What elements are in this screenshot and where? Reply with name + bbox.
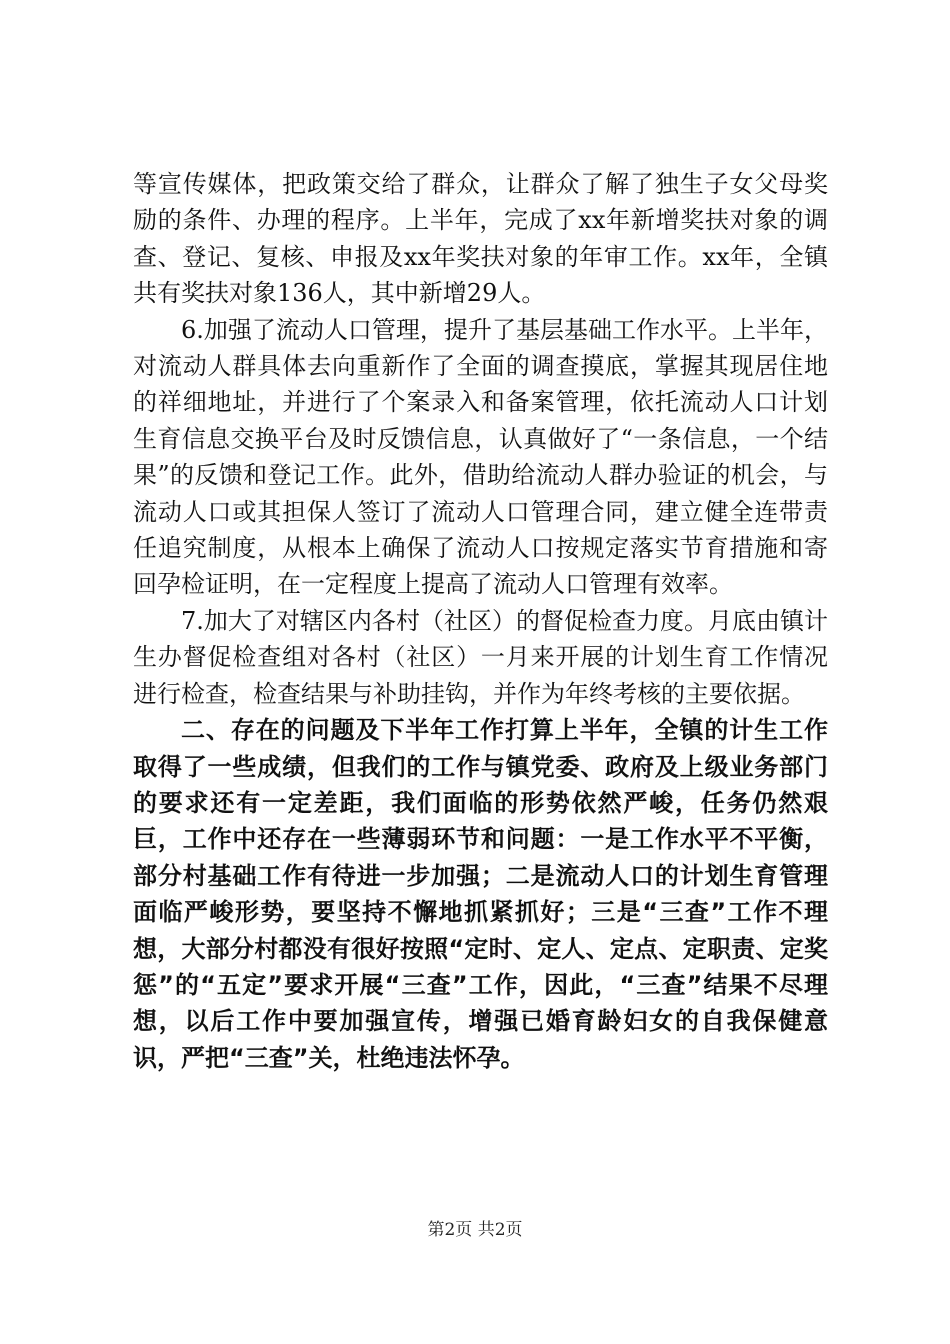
paragraph-continued: 等宣传媒体，把政策交给了群众，让群众了解了独生子女父母奖励的条件、办理的程序。上半年，完成了xx年新增奖扶对象的调查、登记、复核、申报及xx年奖扶对象的年审工作。xx年，全镇共有奖扶对象136人，其中新增29人。 [133, 170, 828, 308]
page-footer: 第2页 共2页 [427, 1220, 523, 1240]
paragraph-item-7: 7.加大了对辖区内各村（社区）的督促检查力度。月底由镇计生办督促检查组对各村（社区）一月来开展的计划生育工作情况进行检查，检查结果与补助挂钩，并作为年终考核的主要依据。 [133, 606, 828, 708]
paragraph-section-2: 二、存在的问题及下半年工作打算上半年，全镇的计生工作取得了一些成绩，但我们的工作与镇党委、政府及上级业务部门的要求还有一定差距，我们面临的形势依然严峻，任务仍然艰巨，工作中还存在一些薄弱环节和问题：一是工作水平不平衡，部分村基础工作有待进一步加强；二是流动人口的计划生育管理面临严峻形势，要坚持不懈地抓紧抓好；三是“三查”工作不理想，大部分村都没有很好按照“定时、定人、定点、定职责、定奖惩”的“五定”要求开展“三查”工作，因此，“三查”结果不尽理想，以后工作中要加强宣传，增强已婚育龄妇女的自我保健意识，严把“三查”关，杜绝违法怀孕。 [133, 716, 828, 1072]
document-body [133, 166, 828, 1076]
paragraph-item-6: 6.加强了流动人口管理，提升了基层基础工作水平。上半年，对流动人群具体去向重新作了全面的调查摸底，掌握其现居住地的祥细地址，并进行了个案录入和备案管理，依托流动人口计划生育信息交换平台及时反馈信息，认真做好了“一条信息，一个结果”的反馈和登记工作。此外，借助给流动人群办验证的机会，与流动人口或其担保人签订了流动人口管理合同，建立健全连带责任追究制度，从根本上确保了流动人口按规定落实节育措施和寄回孕检证明，在一定程度上提高了流动人口管理有效率。 [133, 315, 828, 599]
